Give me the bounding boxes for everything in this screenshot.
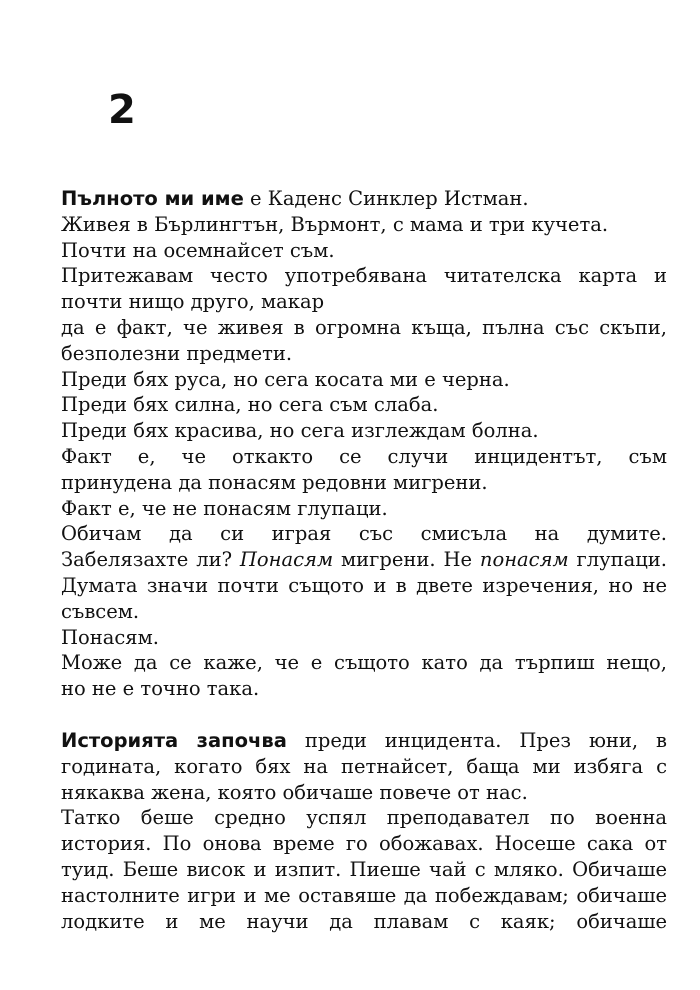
paragraph: Понасям. <box>61 625 159 649</box>
paragraph: Преди бях красива, но сега изглеждам болна. <box>61 419 539 443</box>
text-line: безполезни предмети. <box>61 341 293 365</box>
text-run: преди инцидента. През юни, в <box>286 728 668 752</box>
text-line: съвсем. <box>61 599 140 623</box>
paragraph: Факт е, че не понасям глупаци. <box>61 496 388 520</box>
text-line: Думата значи почти същото и в двете изречения, но не <box>61 573 667 597</box>
paragraph: Преди бях силна, но сега съм слаба. <box>61 393 439 417</box>
text-line: туид. Беше висок и изпит. Пиеше чай с мляко. Обичаше <box>61 857 667 881</box>
text-line: лодките и ме научи да плавам с каяк; обичаше <box>61 909 667 933</box>
chapter-text <box>61 186 667 934</box>
text-line: Обичам да си играя със смисъла на думите. <box>61 522 667 546</box>
chapter-number: 2 <box>108 87 136 133</box>
text-line: някаква жена, която обичаше повече от нас. <box>61 780 528 804</box>
paragraph <box>61 186 667 212</box>
text-line: настолните игри и ме оставяше да побеждавам; обичаше <box>61 883 667 907</box>
text-line: Може да се каже, че е същото като да търпиш нещо, <box>61 651 667 675</box>
text-run: Забелязахте ли? <box>61 548 240 572</box>
text-line: Притежавам често употребявана читателска карта и <box>61 264 667 288</box>
section-break <box>61 702 667 728</box>
paragraph: Живея в Бърлингтън, Върмонт, с мама и три кучета. <box>61 212 609 236</box>
paragraph: Почти на осемнайсет съм. <box>61 238 335 262</box>
text-line: да е факт, че живея в огромна къща, пълна със скъпи, <box>61 315 667 339</box>
paragraph: Преди бях руса, но сега косата ми е черна. <box>61 367 510 391</box>
text-run: мигрени. Не <box>333 548 480 572</box>
italic-word: Понасям <box>239 548 334 572</box>
text-line: принудена да понасям редовни мигрени. <box>61 470 488 494</box>
paragraph-lead: Историята започва <box>61 728 287 752</box>
italic-word: понасям <box>479 548 569 572</box>
text-line: годината, когато бях на петнайсет, баща ми избяга с <box>61 754 667 778</box>
text-run: е Каденс Синклер Истман. <box>243 187 529 210</box>
text-line: история. По онова време го обожавах. Носеше сака от <box>61 832 667 856</box>
paragraph-lead: Пълното ми име <box>61 187 244 210</box>
text-line: Факт е, че откакто се случи инцидентът, съм <box>61 444 667 468</box>
text-line: но не е точно така. <box>61 677 260 701</box>
text-line <box>61 547 667 573</box>
text-line: Татко беше средно успял преподавател по военна <box>61 806 667 830</box>
text-line <box>61 728 667 754</box>
text-line: почти нищо друго, макар <box>61 290 325 314</box>
text-run: глупаци. <box>568 548 667 572</box>
